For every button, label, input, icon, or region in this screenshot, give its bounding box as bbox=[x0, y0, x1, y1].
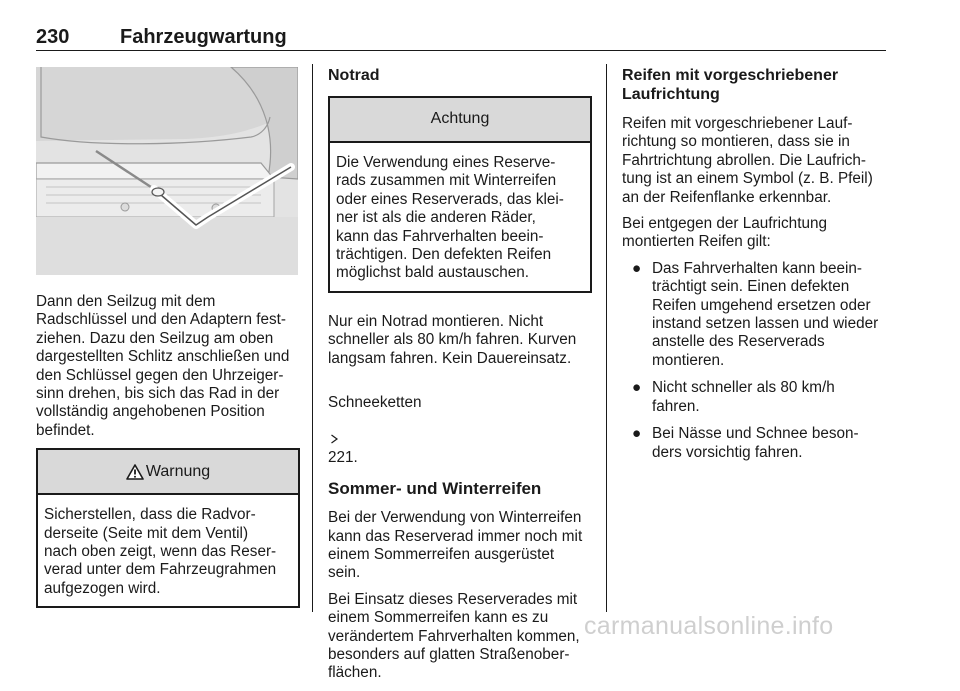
watermark: carmanualsonline.info bbox=[584, 612, 834, 640]
warning-text: Sicherstellen, dass die Radvor- derseite (Seite mit dem Ventil) nach oben zeigt, wenn das Reser- verad unter dem Fahrzeugrahmen aufgezogen wird. bbox=[44, 506, 277, 597]
direction-paragraph: Reifen mit vorgeschriebener Lauf- richtung so montieren, dass sie in Fahrtrichtung abrollen. Die Laufrich- tung ist an einem Symbol (z. B. Pfeil) an der Reifenflanke erkennbar. bbox=[622, 115, 873, 206]
spare-wheel-winch-illustration bbox=[36, 67, 298, 275]
list-item: ● Bei Nässe und Schnee beson- ders vorsichtig fahren. bbox=[632, 425, 859, 461]
direction-intro: Bei entgegen der Laufrichtung montierten Reifen gilt: bbox=[622, 215, 827, 251]
column-divider-1 bbox=[312, 64, 313, 612]
warning-triangle-icon bbox=[126, 464, 144, 480]
right-column bbox=[622, 66, 888, 471]
caution-box bbox=[328, 96, 592, 293]
reference-page: 221. bbox=[328, 448, 358, 466]
bullet-icon: ● bbox=[632, 425, 642, 443]
caution-header bbox=[330, 98, 590, 143]
section-heading-summer-winter: Sommer- und Winterreifen bbox=[328, 479, 542, 499]
middle-column bbox=[328, 66, 592, 691]
summer-tyre-paragraph: Bei Einsatz dieses Reserverades mit einem Sommerreifen kann es zu verändertem Fahrverhalten kommen, besonders auf glatten Straßenober- flächen. bbox=[328, 590, 580, 682]
notrad-paragraph: Nur ein Notrad montieren. Nicht schneller als 80 km/h fahren. Kurven langsam fahren. Kein Dauereinsatz. bbox=[328, 312, 577, 367]
page-header bbox=[36, 26, 886, 50]
chapter-title: Fahrzeugwartung bbox=[120, 26, 287, 48]
warning-title: Warnung bbox=[145, 462, 211, 480]
snow-chains-reference[interactable] bbox=[328, 376, 592, 467]
direction-list bbox=[622, 260, 888, 462]
bullet-icon: ● bbox=[632, 379, 642, 397]
left-column bbox=[36, 293, 300, 608]
header-rule bbox=[36, 50, 886, 51]
page-number: 230 bbox=[36, 26, 70, 48]
list-item: ● Nicht schneller als 80 km/h fahren. bbox=[632, 379, 835, 415]
reference-label: Schneeketten bbox=[328, 394, 422, 412]
warning-box bbox=[36, 448, 300, 608]
section-heading-notrad: Notrad bbox=[328, 67, 380, 84]
winch-instructions: Dann den Seilzug mit dem Radschlüssel und den Adaptern fest- ziehen. Dazu den Seilzug am oben dargestellten Schlitz anschließen und den Schlüssel gegen den Uhrzeiger- sinn drehen, bis sich das Rad in der vollständig angehobenen Position befindet. bbox=[36, 293, 290, 439]
list-item: ● Das Fahrverhalten kann beein- trächtigt sein. Einen defekten Reifen umgehend ersetzen oder instand setzen lassen und wieder anstelle des Reserverads montieren. bbox=[632, 259, 879, 369]
winter-tyres-paragraph: Bei der Verwendung von Winterreifen kann das Reserverad immer noch mit einem Sommerreifen ausgerüstet sein. bbox=[328, 509, 583, 582]
bullet-icon: ● bbox=[632, 259, 642, 277]
caution-title: Achtung bbox=[430, 110, 490, 128]
section-heading-direction: Reifen mit vorgeschriebener Laufrichtung bbox=[622, 67, 839, 103]
reference-arrow-icon bbox=[330, 413, 339, 423]
column-divider-2 bbox=[606, 64, 607, 612]
warning-header bbox=[38, 450, 298, 495]
caution-text: Die Verwendung eines Reserve- rads zusammen mit Winterreifen oder eines Reserverads, das klei- ner ist als die anderen Räder, kann das Fahrverhalten beein- trächtigen. Den defekten Reifen möglichst bald austauschen. bbox=[336, 154, 564, 282]
